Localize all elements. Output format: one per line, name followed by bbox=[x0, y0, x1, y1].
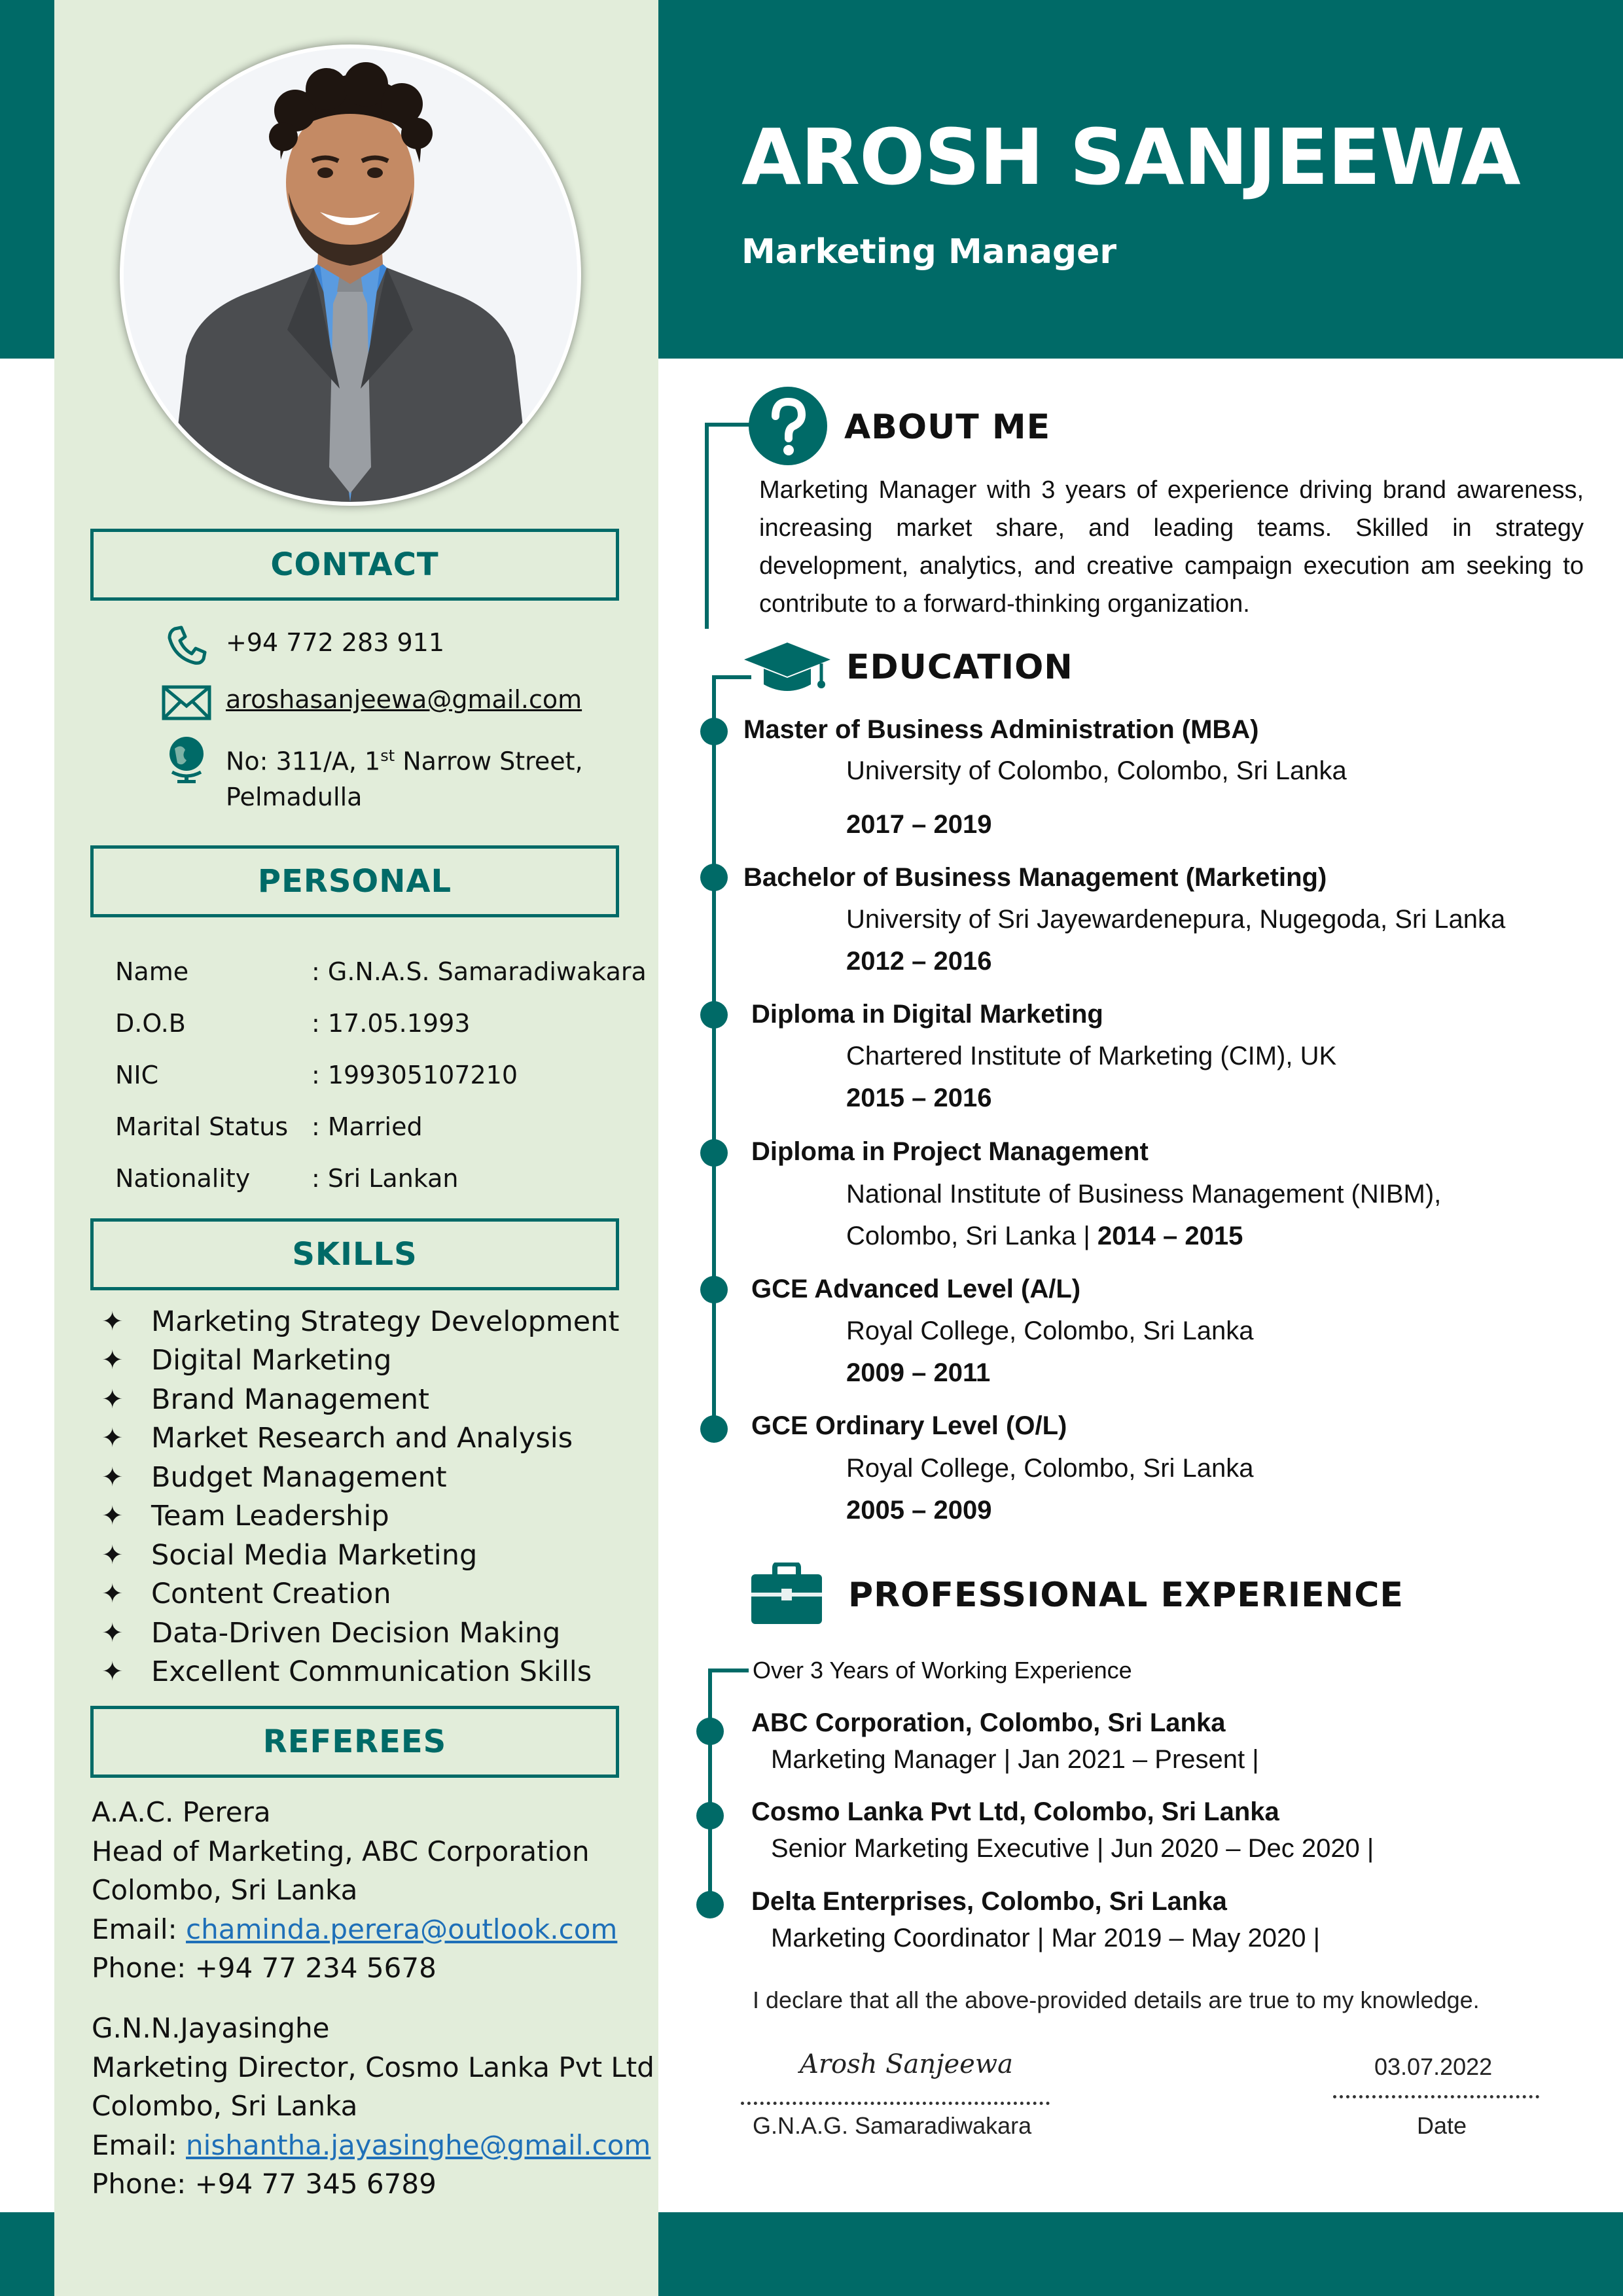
skills-list bbox=[101, 1302, 619, 1691]
referee-title: Head of Marketing, ABC Corporation bbox=[92, 1835, 590, 1867]
experience-detail: Marketing Manager | Jan 2021 – Present | bbox=[771, 1745, 1259, 1774]
education-school: Royal College, Colombo, Sri Lanka bbox=[846, 1316, 1254, 1345]
timeline-dot bbox=[696, 1891, 724, 1918]
referee-phone: Phone: +94 77 234 5678 bbox=[92, 1952, 437, 1984]
timeline-dot bbox=[696, 1802, 724, 1829]
experience-subtitle: Over 3 Years of Working Experience bbox=[753, 1657, 1132, 1684]
signature-date: 03.07.2022 bbox=[1374, 2053, 1493, 2080]
signer-name: G.N.A.G. Samaradiwakara bbox=[753, 2112, 1032, 2139]
personal-heading: PERSONAL bbox=[90, 845, 619, 917]
date-label: Date bbox=[1417, 2112, 1467, 2139]
contact-heading: CONTACT bbox=[90, 529, 619, 601]
education-title: Diploma in Digital Marketing bbox=[751, 1000, 1103, 1029]
contact-email bbox=[160, 682, 582, 724]
phone-icon bbox=[160, 625, 213, 667]
education-title: Bachelor of Business Management (Marketing) bbox=[743, 863, 1327, 892]
education-years: 2017 – 2019 bbox=[846, 810, 992, 839]
education-school: University of Sri Jayewardenepura, Nugegoda, Sri Lanka bbox=[846, 905, 1506, 934]
skill-item: ✦ Team Leadership bbox=[101, 1500, 389, 1533]
referee-email-link[interactable]: chaminda.perera@outlook.com bbox=[186, 1913, 618, 1945]
education-years: 2005 – 2009 bbox=[846, 1496, 992, 1525]
education-years: 2012 – 2016 bbox=[846, 947, 992, 976]
referee-name: A.A.C. Perera bbox=[92, 1796, 271, 1828]
bottom-left-bar bbox=[0, 2212, 54, 2296]
education-timeline bbox=[712, 675, 716, 1429]
star-bullet-icon: ✦ bbox=[101, 1657, 124, 1687]
timeline-dot bbox=[700, 1276, 728, 1303]
experience-company: Delta Enterprises, Colombo, Sri Lanka bbox=[751, 1887, 1227, 1916]
skill-item: ✦ Excellent Communication Skills bbox=[101, 1655, 592, 1689]
referee-email-row: Email: nishantha.jayasinghe@gmail.com bbox=[92, 2128, 651, 2161]
contact-phone-text: +94 772 283 911 bbox=[226, 628, 445, 657]
education-school-line2: Colombo, Sri Lanka | 2014 – 2015 bbox=[846, 1222, 1243, 1250]
experience-connector bbox=[708, 1669, 749, 1672]
education-years: 2015 – 2016 bbox=[846, 1084, 992, 1112]
education-years: 2009 – 2011 bbox=[846, 1358, 991, 1387]
skill-item: ✦ Data-Driven Decision Making bbox=[101, 1616, 561, 1650]
referee-phone: Phone: +94 77 345 6789 bbox=[92, 2168, 437, 2200]
skill-item: ✦ Brand Management bbox=[101, 1383, 430, 1416]
footer-bar bbox=[658, 2212, 1623, 2296]
education-school: Chartered Institute of Marketing (CIM), UK bbox=[846, 1042, 1337, 1070]
date-line bbox=[1333, 2095, 1539, 2098]
education-heading: EDUCATION bbox=[846, 648, 1073, 687]
referee-title: Marketing Director, Cosmo Lanka Pvt Ltd bbox=[92, 2051, 654, 2083]
timeline-dot bbox=[700, 1139, 728, 1167]
about-heading: ABOUT ME bbox=[844, 408, 1051, 447]
skill-item: ✦ Market Research and Analysis bbox=[101, 1422, 573, 1455]
education-title: GCE Ordinary Level (O/L) bbox=[751, 1411, 1067, 1440]
timeline-dot bbox=[700, 1001, 728, 1029]
personal-row: D.O.B : 17.05.1993 bbox=[115, 1008, 471, 1038]
candidate-role: Marketing Manager bbox=[741, 232, 1117, 272]
about-text: Marketing Manager with 3 years of experience driving brand awareness, increasing market share, and leading teams. Skilled in strategy development, analytics, and creative campaign execution am seeking to contribute to a forward-thinking organization. bbox=[759, 476, 1584, 618]
star-bullet-icon: ✦ bbox=[101, 1617, 124, 1648]
education-title: Diploma in Project Management bbox=[751, 1137, 1149, 1166]
personal-row: Marital Status : Married bbox=[115, 1112, 423, 1141]
personal-table bbox=[115, 945, 647, 1204]
star-bullet-icon: ✦ bbox=[101, 1423, 124, 1454]
profile-photo bbox=[120, 44, 581, 506]
experience-company: Cosmo Lanka Pvt Ltd, Colombo, Sri Lanka bbox=[751, 1797, 1279, 1826]
star-bullet-icon: ✦ bbox=[101, 1579, 124, 1610]
person-illustration bbox=[124, 48, 577, 502]
star-bullet-icon: ✦ bbox=[101, 1540, 124, 1570]
education-school: Royal College, Colombo, Sri Lanka bbox=[846, 1454, 1254, 1483]
star-bullet-icon: ✦ bbox=[101, 1462, 124, 1492]
skill-item: ✦ Marketing Strategy Development bbox=[101, 1305, 620, 1338]
experience-detail: Marketing Coordinator | Mar 2019 – May 2020 | bbox=[771, 1924, 1320, 1952]
signature-line bbox=[741, 2102, 1050, 2105]
personal-row: Name : G.N.A.S. Samaradiwakara bbox=[115, 957, 647, 986]
experience-timeline bbox=[708, 1669, 712, 1904]
personal-row: Nationality : Sri Lankan bbox=[115, 1163, 459, 1193]
star-bullet-icon: ✦ bbox=[101, 1384, 124, 1415]
referees-heading: REFEREES bbox=[90, 1706, 619, 1778]
about-line bbox=[705, 423, 709, 629]
envelope-icon bbox=[160, 682, 213, 724]
signature: Arosh Sanjeewa bbox=[800, 2049, 1013, 2079]
experience-heading: PROFESSIONAL EXPERIENCE bbox=[848, 1576, 1404, 1615]
referee-name: G.N.N.Jayasinghe bbox=[92, 2012, 330, 2044]
referee-location: Colombo, Sri Lanka bbox=[92, 1874, 358, 1906]
skill-item: ✦ Content Creation bbox=[101, 1578, 391, 1611]
skill-item: ✦ Budget Management bbox=[101, 1460, 447, 1494]
top-left-bar bbox=[0, 0, 54, 359]
star-bullet-icon: ✦ bbox=[101, 1345, 124, 1376]
personal-row: NIC : 199305107210 bbox=[115, 1060, 518, 1089]
contact-address-text: No: 311/A, 1st Narrow Street, Pelmadulla bbox=[226, 747, 583, 811]
referee-2 bbox=[92, 2009, 654, 2204]
star-bullet-icon: ✦ bbox=[101, 1306, 124, 1337]
education-title: Master of Business Administration (MBA) bbox=[743, 715, 1259, 744]
education-school: University of Colombo, Colombo, Sri Lanka bbox=[846, 756, 1347, 785]
skill-item: ✦ Social Media Marketing bbox=[101, 1538, 478, 1572]
briefcase-icon bbox=[750, 1563, 823, 1625]
candidate-name: AROSH SANJEEWA bbox=[741, 112, 1520, 202]
globe-icon bbox=[160, 738, 213, 780]
contact-address bbox=[160, 738, 583, 815]
experience-detail: Senior Marketing Executive | Jun 2020 – Dec 2020 | bbox=[771, 1834, 1374, 1863]
star-bullet-icon: ✦ bbox=[101, 1501, 124, 1532]
referee-email-link[interactable]: nishantha.jayasinghe@gmail.com bbox=[186, 2128, 651, 2161]
graduation-cap-icon bbox=[741, 640, 833, 699]
declaration-text: I declare that all the above-provided details are true to my knowledge. bbox=[753, 1987, 1480, 2013]
skill-item: ✦ Digital Marketing bbox=[101, 1344, 392, 1377]
about-connector bbox=[707, 423, 753, 427]
referee-1 bbox=[92, 1793, 617, 1988]
timeline-dot bbox=[700, 1415, 728, 1443]
education-school: National Institute of Business Management (NIBM), bbox=[846, 1180, 1442, 1209]
education-title: GCE Advanced Level (A/L) bbox=[751, 1275, 1081, 1303]
timeline-dot bbox=[700, 864, 728, 891]
experience-company: ABC Corporation, Colombo, Sri Lanka bbox=[751, 1708, 1226, 1737]
contact-email-link[interactable]: aroshasanjeewa@gmail.com bbox=[226, 685, 582, 714]
referee-location: Colombo, Sri Lanka bbox=[92, 2090, 358, 2122]
timeline-dot bbox=[696, 1718, 724, 1745]
question-icon bbox=[748, 386, 828, 466]
contact-phone bbox=[160, 625, 444, 667]
skills-heading: SKILLS bbox=[90, 1218, 619, 1290]
timeline-dot bbox=[700, 718, 728, 745]
referee-email-row: Email: chaminda.perera@outlook.com bbox=[92, 1913, 618, 1945]
